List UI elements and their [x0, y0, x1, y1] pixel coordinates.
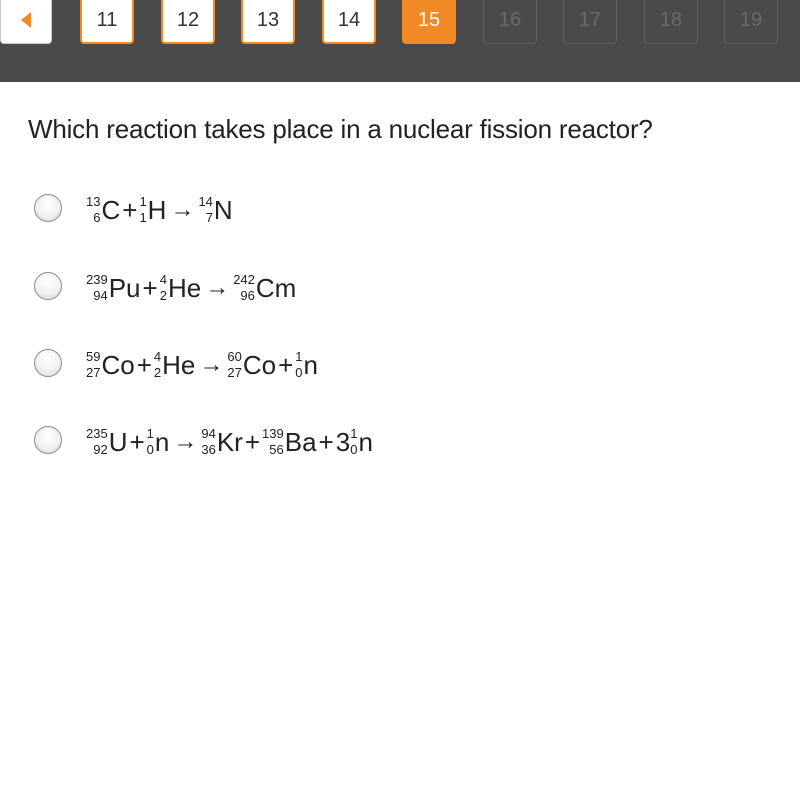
- page-button-15[interactable]: 15: [402, 0, 456, 44]
- plus-sign: +: [278, 349, 294, 380]
- mass-number: 1: [146, 426, 154, 441]
- mass-number: 60: [227, 349, 242, 364]
- answer-choice-3[interactable]: [34, 343, 734, 387]
- reaction-arrow: →: [173, 428, 198, 455]
- atomic-number: 2: [159, 288, 167, 303]
- isotope-numbers: [154, 350, 161, 380]
- atomic-number: 94: [93, 288, 108, 303]
- mass-number: 14: [198, 194, 213, 209]
- isotope-numbers: [86, 273, 108, 303]
- page-button-12[interactable]: 12: [161, 0, 215, 44]
- page-button-16: 16: [483, 0, 537, 44]
- element-symbol: Kr: [216, 426, 243, 457]
- atomic-number: 0: [146, 442, 154, 457]
- atomic-number: 0: [350, 442, 358, 457]
- nuclide: [139, 195, 166, 226]
- nuclide: [233, 273, 296, 304]
- nuclide: [86, 195, 120, 226]
- mass-number: 94: [201, 426, 216, 441]
- mass-number: 4: [153, 349, 162, 364]
- atomic-number: 92: [93, 442, 108, 457]
- plus-sign: +: [142, 272, 158, 303]
- mass-number: 4: [159, 272, 167, 287]
- mass-number: 1: [295, 349, 303, 364]
- plus-sign: +: [122, 194, 138, 225]
- element-symbol: H: [147, 194, 167, 225]
- radio-button[interactable]: [34, 426, 62, 454]
- reaction-arrow: →: [199, 351, 224, 378]
- nuclide: [86, 350, 135, 381]
- isotope-numbers: [201, 427, 215, 457]
- previous-page-button[interactable]: [0, 0, 52, 44]
- element-symbol: Co: [101, 349, 135, 380]
- page-button-19: 19: [724, 0, 778, 44]
- atomic-number: 7: [205, 210, 213, 225]
- radio-button[interactable]: [34, 349, 62, 377]
- isotope-numbers: [86, 195, 100, 225]
- isotope-numbers: [233, 273, 255, 303]
- page-button-11[interactable]: 11: [80, 0, 134, 44]
- mass-number: 239: [86, 272, 108, 287]
- element-symbol: n: [154, 426, 170, 457]
- mass-number: 139: [262, 426, 284, 441]
- element-symbol: Pu: [108, 272, 141, 303]
- isotope-numbers: [86, 350, 100, 380]
- mass-number: 242: [233, 272, 255, 287]
- nuclide: [198, 195, 232, 226]
- page-button-17: 17: [563, 0, 617, 44]
- reaction-equation: [86, 266, 296, 310]
- coefficient: 3: [335, 426, 351, 457]
- isotope-numbers: [86, 427, 108, 457]
- atomic-number: 36: [201, 442, 216, 457]
- plus-sign: +: [136, 349, 152, 380]
- isotope-numbers: [227, 350, 241, 380]
- page-button-14[interactable]: 14: [322, 0, 376, 44]
- radio-button[interactable]: [34, 272, 62, 300]
- atomic-number: 0: [295, 365, 303, 380]
- mass-number: 1: [350, 426, 358, 441]
- radio-button[interactable]: [34, 194, 62, 222]
- isotope-numbers: [295, 350, 302, 380]
- page-button-18: 18: [644, 0, 698, 44]
- element-symbol: n: [303, 349, 318, 380]
- isotope-numbers: [262, 427, 284, 457]
- nuclide: [154, 350, 195, 381]
- nuclide: [147, 427, 170, 458]
- question-navigation-bar: [0, 0, 800, 82]
- element-symbol: He: [162, 349, 196, 380]
- isotope-numbers: [147, 427, 154, 457]
- nuclide: [160, 273, 201, 304]
- atomic-number: 2: [153, 365, 162, 380]
- nuclide: [336, 427, 373, 458]
- element-symbol: n: [358, 426, 373, 457]
- element-symbol: Ba: [284, 426, 317, 457]
- atomic-number: 56: [269, 442, 284, 457]
- answer-choice-1[interactable]: [34, 188, 734, 232]
- reaction-arrow: →: [170, 196, 195, 223]
- element-symbol: Cm: [255, 272, 297, 303]
- answer-choice-2[interactable]: [34, 266, 734, 310]
- reaction-equation: [86, 188, 233, 232]
- isotope-numbers: [198, 195, 212, 225]
- plus-sign: +: [244, 426, 261, 457]
- isotope-numbers: [139, 195, 146, 225]
- isotope-numbers: [350, 427, 357, 457]
- plus-sign: +: [129, 426, 145, 457]
- atomic-number: 6: [93, 210, 101, 225]
- nuclide: [262, 427, 317, 458]
- reaction-arrow: →: [205, 274, 230, 301]
- nuclide: [295, 350, 318, 381]
- element-symbol: Co: [242, 349, 277, 380]
- answer-choice-4[interactable]: [34, 420, 734, 464]
- atomic-number: 27: [86, 365, 101, 380]
- mass-number: 59: [86, 349, 101, 364]
- isotope-numbers: [160, 273, 167, 303]
- mass-number: 13: [86, 194, 101, 209]
- nuclide: [227, 350, 276, 381]
- atomic-number: 27: [227, 365, 242, 380]
- nuclide: [201, 427, 242, 458]
- caret-left-icon: [21, 12, 31, 28]
- element-symbol: He: [167, 272, 202, 303]
- reaction-equation: [86, 420, 373, 464]
- plus-sign: +: [318, 426, 334, 457]
- question-text: Which reaction takes place in a nuclear fission reactor?: [28, 114, 653, 144]
- nuclide: [86, 273, 141, 304]
- element-symbol: C: [101, 194, 121, 225]
- mass-number: 235: [86, 426, 108, 441]
- page-button-13[interactable]: 13: [241, 0, 295, 44]
- element-symbol: U: [108, 426, 128, 457]
- reaction-equation: [86, 343, 318, 387]
- atomic-number: 96: [240, 288, 255, 303]
- nuclide: [86, 427, 127, 458]
- mass-number: 1: [139, 194, 147, 209]
- element-symbol: N: [213, 194, 233, 225]
- atomic-number: 1: [139, 210, 147, 225]
